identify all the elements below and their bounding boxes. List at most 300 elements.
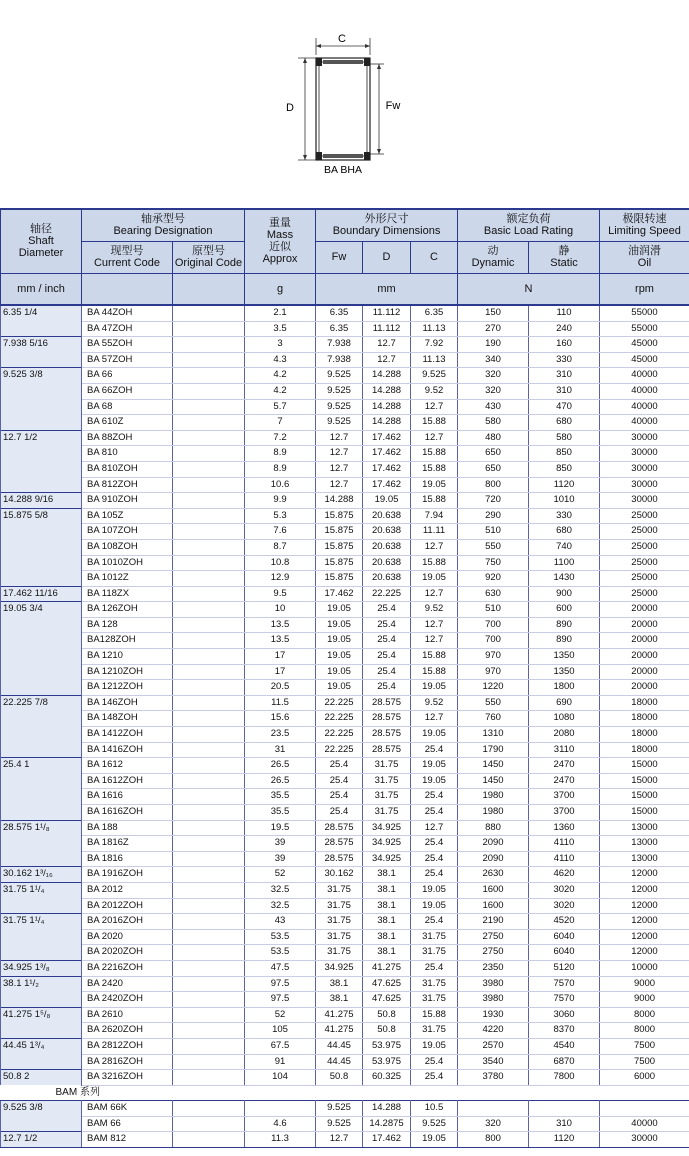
table-row	[1, 742, 689, 758]
c-cell: 15.88	[411, 649, 458, 665]
fw-cell: 31.75	[316, 945, 363, 961]
d-cell: 14.2875	[363, 1116, 411, 1132]
table-row	[1, 1132, 689, 1148]
static-cell: 850	[529, 461, 600, 477]
oil-speed-cell: 7500	[600, 1038, 689, 1054]
shaft-diameter-cell: 34.925 1³/₈	[1, 960, 82, 976]
current-code-cell: BA 128	[82, 617, 173, 633]
fw-cell: 38.1	[316, 992, 363, 1008]
current-code-cell: BA 810ZOH	[82, 461, 173, 477]
d-cell: 20.638	[363, 508, 411, 524]
original-code-cell	[173, 976, 245, 992]
dynamic-cell: 320	[458, 1116, 529, 1132]
c-cell: 19.05	[411, 773, 458, 789]
static-cell: 4540	[529, 1038, 600, 1054]
dynamic-cell: 970	[458, 664, 529, 680]
oil-speed-cell: 12000	[600, 898, 689, 914]
d-cell: 41.275	[363, 960, 411, 976]
mass-cell: 11.5	[245, 695, 316, 711]
table-row	[1, 758, 689, 774]
static-cell: 2470	[529, 773, 600, 789]
dynamic-cell: 1220	[458, 680, 529, 696]
c-cell: 31.75	[411, 1023, 458, 1039]
mass-cell: 31	[245, 742, 316, 758]
current-code-cell: BA 910ZOH	[82, 493, 173, 509]
dynamic-cell: 2350	[458, 960, 529, 976]
c-cell: 11.13	[411, 352, 458, 368]
shaft-cn: 轴径	[30, 223, 52, 236]
static-cell: 740	[529, 539, 600, 555]
current-code-cell: BA 2812ZOH	[82, 1038, 173, 1054]
mass-cell: 13.5	[245, 617, 316, 633]
header-d: D	[363, 241, 411, 273]
oil-speed-cell: 15000	[600, 805, 689, 821]
mass-cell: 5.7	[245, 399, 316, 415]
static-cell: 3700	[529, 805, 600, 821]
current-en: Current Code	[93, 257, 161, 269]
oil-speed-cell: 30000	[600, 493, 689, 509]
mass-cell: 91	[245, 1054, 316, 1070]
fw-cell: 7.938	[316, 337, 363, 353]
static-cell: 7570	[529, 992, 600, 1008]
fw-cell: 44.45	[316, 1038, 363, 1054]
static-cell: 1430	[529, 571, 600, 587]
c-cell: 9.525	[411, 1116, 458, 1132]
table-row	[1, 1054, 689, 1070]
d-cell: 17.462	[363, 430, 411, 446]
d-cell: 14.288	[363, 399, 411, 415]
table-row	[1, 1023, 689, 1039]
fw-cell: 25.4	[316, 805, 363, 821]
static-cn: 静	[558, 245, 570, 257]
static-cell: 4110	[529, 851, 600, 867]
original-code-cell	[173, 571, 245, 587]
dynamic-cell: 270	[458, 321, 529, 337]
oil-speed-cell: 12000	[600, 882, 689, 898]
table-row	[1, 539, 689, 555]
fw-cell: 22.225	[316, 711, 363, 727]
dynamic-cell: 1790	[458, 742, 529, 758]
c-cell: 31.75	[411, 945, 458, 961]
c-cell: 15.88	[411, 664, 458, 680]
d-cell: 28.575	[363, 742, 411, 758]
dynamic-cell: 190	[458, 337, 529, 353]
d-cell: 28.575	[363, 727, 411, 743]
original-code-cell	[173, 1038, 245, 1054]
original-code-cell	[173, 867, 245, 883]
d-cell: 34.925	[363, 836, 411, 852]
oil-speed-cell: 45000	[600, 352, 689, 368]
oil-speed-cell: 40000	[600, 415, 689, 431]
label-d: D	[286, 102, 294, 114]
original-code-cell	[173, 352, 245, 368]
static-cell: 310	[529, 368, 600, 384]
original-code-cell	[173, 1101, 245, 1117]
dynamic-cell: 880	[458, 820, 529, 836]
fw-cell: 22.225	[316, 742, 363, 758]
label-c: C	[338, 33, 346, 45]
fw-cell: 41.275	[316, 1007, 363, 1023]
oil-speed-cell: 13000	[600, 851, 689, 867]
d-cell: 20.638	[363, 571, 411, 587]
table-row	[1, 867, 689, 883]
c-cell: 19.05	[411, 1132, 458, 1148]
approx-cn: 近似	[269, 241, 292, 254]
c-cell: 10.5	[411, 1101, 458, 1117]
original-code-cell	[173, 914, 245, 930]
unit-speed: rpm	[600, 273, 689, 305]
dynamic-cell: 510	[458, 524, 529, 540]
static-cell: 1350	[529, 649, 600, 665]
dynamic-cell: 2090	[458, 851, 529, 867]
c-cell: 15.88	[411, 461, 458, 477]
original-code-cell	[173, 1023, 245, 1039]
current-code-cell: BA 146ZOH	[82, 695, 173, 711]
table-row	[1, 1101, 689, 1117]
label-fw: Fw	[385, 100, 401, 112]
d-cell: 19.05	[363, 493, 411, 509]
original-code-cell	[173, 664, 245, 680]
header-oil	[600, 241, 689, 273]
d-cell: 34.925	[363, 820, 411, 836]
current-code-cell: BA 2020ZOH	[82, 945, 173, 961]
d-cell: 12.7	[363, 337, 411, 353]
d-cell: 12.7	[363, 352, 411, 368]
dynamic-cell: 700	[458, 633, 529, 649]
dynamic-cell: 2750	[458, 929, 529, 945]
c-cell: 6.35	[411, 305, 458, 321]
table-row	[1, 773, 689, 789]
dynamic-cell: 1450	[458, 758, 529, 774]
c-cell: 15.88	[411, 555, 458, 571]
c-cell: 25.4	[411, 960, 458, 976]
mass-cell: 32.5	[245, 898, 316, 914]
dynamic-cell: 320	[458, 383, 529, 399]
dynamic-cell: 430	[458, 399, 529, 415]
table-row	[1, 727, 689, 743]
c-cell: 19.05	[411, 680, 458, 696]
header-current-code	[82, 241, 173, 273]
mass-cell: 12.9	[245, 571, 316, 587]
oil-en: Oil	[637, 257, 652, 269]
oil-speed-cell: 20000	[600, 680, 689, 696]
current-code-cell: BA 66ZOH	[82, 383, 173, 399]
mass-cell: 43	[245, 914, 316, 930]
dynamic-cell: 2630	[458, 867, 529, 883]
original-code-cell	[173, 415, 245, 431]
oil-speed-cell: 8000	[600, 1023, 689, 1039]
current-code-cell: BA 1612ZOH	[82, 773, 173, 789]
fw-cell: 15.875	[316, 555, 363, 571]
dynamic-cell: 700	[458, 617, 529, 633]
static-cell: 470	[529, 399, 600, 415]
current-code-cell: BA 44ZOH	[82, 305, 173, 321]
d-cell: 25.4	[363, 664, 411, 680]
static-cell: 890	[529, 633, 600, 649]
current-code-cell: BA 1212ZOH	[82, 680, 173, 696]
fw-cell: 15.875	[316, 571, 363, 587]
table-row	[1, 914, 689, 930]
mass-cell: 23.5	[245, 727, 316, 743]
static-cell: 580	[529, 430, 600, 446]
table-row	[1, 882, 689, 898]
c-cell: 25.4	[411, 914, 458, 930]
series-row	[1, 1085, 689, 1101]
oil-speed-cell: 20000	[600, 633, 689, 649]
table-row	[1, 1007, 689, 1023]
d-cell: 38.1	[363, 929, 411, 945]
static-cell: 330	[529, 508, 600, 524]
current-code-cell: BA 118ZX	[82, 586, 173, 602]
dynamic-cell: 720	[458, 493, 529, 509]
d-cell: 47.625	[363, 992, 411, 1008]
dynamic-cell: 920	[458, 571, 529, 587]
mass-cell: 10.8	[245, 555, 316, 571]
dynamic-cell: 3780	[458, 1070, 529, 1086]
shaft-diameter-cell: 6.35 1/4	[1, 305, 82, 337]
c-cell: 25.4	[411, 1070, 458, 1086]
original-code-cell	[173, 898, 245, 914]
table-row	[1, 992, 689, 1008]
fw-cell: 9.525	[316, 399, 363, 415]
original-code-cell	[173, 602, 245, 618]
static-cell: 4620	[529, 867, 600, 883]
oil-speed-cell: 8000	[600, 1007, 689, 1023]
dynamic-cell: 580	[458, 415, 529, 431]
original-code-cell	[173, 399, 245, 415]
shaft-diameter-cell: 28.575 1¹/₈	[1, 820, 82, 867]
dynamic-cell: 550	[458, 695, 529, 711]
static-cell: 3700	[529, 789, 600, 805]
dims-cn: 外形尺寸	[364, 213, 409, 226]
table-row	[1, 321, 689, 337]
oil-speed-cell: 25000	[600, 508, 689, 524]
header-limiting-speed	[600, 209, 689, 241]
current-code-cell: BA 2216ZOH	[82, 960, 173, 976]
original-code-cell	[173, 508, 245, 524]
dynamic-cell: 320	[458, 368, 529, 384]
table-row	[1, 633, 689, 649]
static-cell: 900	[529, 586, 600, 602]
static-cell: 3020	[529, 882, 600, 898]
c-arrow-right	[365, 44, 370, 48]
d-cell: 20.638	[363, 539, 411, 555]
static-cell: 690	[529, 695, 600, 711]
fw-cell: 25.4	[316, 773, 363, 789]
current-code-cell: BA 88ZOH	[82, 430, 173, 446]
d-cell: 38.1	[363, 898, 411, 914]
header-shaft-diameter	[1, 209, 82, 273]
table-row	[1, 680, 689, 696]
d-cell: 25.4	[363, 633, 411, 649]
current-code-cell: BA 1010ZOH	[82, 555, 173, 571]
c-cell: 9.52	[411, 383, 458, 399]
mass-cell	[245, 1101, 316, 1117]
current-code-cell: BA128ZOH	[82, 633, 173, 649]
bearing-specification-table	[0, 208, 689, 1148]
current-code-cell: BA 2012ZOH	[82, 898, 173, 914]
speed-cn: 极限转速	[622, 213, 667, 226]
mass-cell: 4.2	[245, 383, 316, 399]
header-dynamic	[458, 241, 529, 273]
oil-speed-cell: 40000	[600, 368, 689, 384]
d-cell: 14.288	[363, 415, 411, 431]
original-code-cell	[173, 1132, 245, 1148]
oil-speed-cell: 30000	[600, 477, 689, 493]
table-row	[1, 805, 689, 821]
c-cell: 12.7	[411, 633, 458, 649]
fw-cell: 15.875	[316, 508, 363, 524]
table-row	[1, 664, 689, 680]
mass-cell: 52	[245, 1007, 316, 1023]
original-code-cell	[173, 1070, 245, 1086]
flange-bottom-right	[364, 152, 370, 160]
c-arrow-left	[316, 44, 321, 48]
static-cell: 5120	[529, 960, 600, 976]
d-arrow-bottom	[303, 155, 307, 160]
dynamic-cell: 650	[458, 446, 529, 462]
oil-speed-cell: 12000	[600, 867, 689, 883]
static-cell: 1100	[529, 555, 600, 571]
original-code-cell	[173, 524, 245, 540]
c-cell: 19.05	[411, 758, 458, 774]
table-row	[1, 571, 689, 587]
mass-cell: 9.9	[245, 493, 316, 509]
dynamic-cell: 800	[458, 477, 529, 493]
oil-speed-cell: 12000	[600, 945, 689, 961]
current-code-cell: BA 2016ZOH	[82, 914, 173, 930]
diagram-caption: BA BHA	[324, 164, 362, 176]
d-cell: 53.975	[363, 1038, 411, 1054]
static-cell: 850	[529, 446, 600, 462]
fw-cell: 9.525	[316, 1116, 363, 1132]
table-row	[1, 820, 689, 836]
table-row	[1, 337, 689, 353]
mass-cell: 15.6	[245, 711, 316, 727]
shaft-diameter-cell: 25.4 1	[1, 758, 82, 820]
original-code-cell	[173, 929, 245, 945]
mass-cell: 35.5	[245, 805, 316, 821]
c-cell: 15.88	[411, 446, 458, 462]
mass-cell: 7.2	[245, 430, 316, 446]
flange-bottom-left	[316, 152, 322, 160]
oil-cn: 油润滑	[628, 245, 662, 257]
c-cell: 12.7	[411, 430, 458, 446]
dynamic-cell: 1600	[458, 898, 529, 914]
shaft-diameter-cell: 14.288 9/16	[1, 493, 82, 509]
static-cell: 3060	[529, 1007, 600, 1023]
shaft-diameter-cell: 30.162 1³/₁₆	[1, 867, 82, 883]
mass-cell: 10	[245, 602, 316, 618]
original-code-cell	[173, 758, 245, 774]
original-code-cell	[173, 992, 245, 1008]
original-code-cell	[173, 383, 245, 399]
roller-bottom	[323, 154, 363, 158]
current-code-cell: BA 2020	[82, 929, 173, 945]
table-row	[1, 1070, 689, 1086]
current-code-cell: BAM 66	[82, 1116, 173, 1132]
fw-cell: 12.7	[316, 1132, 363, 1148]
static-cell: 1080	[529, 711, 600, 727]
oil-speed-cell: 12000	[600, 914, 689, 930]
current-code-cell: BAM 812	[82, 1132, 173, 1148]
mass-cell: 39	[245, 851, 316, 867]
c-cell: 25.4	[411, 867, 458, 883]
static-cell: 1360	[529, 820, 600, 836]
static-cell: 8370	[529, 1023, 600, 1039]
load-cn: 额定负荷	[506, 213, 551, 226]
mass-cell: 13.5	[245, 633, 316, 649]
oil-speed-cell: 30000	[600, 430, 689, 446]
oil-speed-cell: 7500	[600, 1054, 689, 1070]
dynamic-cell: 3980	[458, 992, 529, 1008]
mass-cell: 20.5	[245, 680, 316, 696]
original-code-cell	[173, 539, 245, 555]
c-cell: 9.52	[411, 695, 458, 711]
current-code-cell: BA 1210ZOH	[82, 664, 173, 680]
mass-cell: 11.3	[245, 1132, 316, 1148]
c-cell: 31.75	[411, 929, 458, 945]
current-code-cell: BA 1412ZOH	[82, 727, 173, 743]
d-cell: 28.575	[363, 711, 411, 727]
shaft-diameter-cell: 19.05 3/4	[1, 602, 82, 696]
c-cell: 19.05	[411, 727, 458, 743]
table-row	[1, 976, 689, 992]
dynamic-cell: 550	[458, 539, 529, 555]
mass-cell: 2.1	[245, 305, 316, 321]
flange-top-right	[364, 58, 370, 66]
d-cell: 38.1	[363, 914, 411, 930]
shaft-diameter-cell: 7.938 5/16	[1, 337, 82, 368]
mass-cell: 10.6	[245, 477, 316, 493]
dynamic-cell: 650	[458, 461, 529, 477]
fw-cell: 34.925	[316, 960, 363, 976]
oil-speed-cell: 20000	[600, 649, 689, 665]
current-cn: 现型号	[110, 245, 144, 257]
current-code-cell: BA 810	[82, 446, 173, 462]
current-code-cell: BA 107ZOH	[82, 524, 173, 540]
static-cell: 6040	[529, 945, 600, 961]
fw-cell: 19.05	[316, 649, 363, 665]
dynamic-cell: 340	[458, 352, 529, 368]
static-cell: 1120	[529, 477, 600, 493]
unit-original-code	[173, 273, 245, 305]
series-label: BAM 系列	[1, 1085, 689, 1101]
dynamic-cell: 150	[458, 305, 529, 321]
d-cell: 50.8	[363, 1007, 411, 1023]
c-cell: 11.13	[411, 321, 458, 337]
d-cell: 38.1	[363, 945, 411, 961]
original-code-cell	[173, 1116, 245, 1132]
oil-speed-cell: 25000	[600, 524, 689, 540]
c-cell: 15.88	[411, 493, 458, 509]
current-code-cell: BA 105Z	[82, 508, 173, 524]
c-cell: 19.05	[411, 477, 458, 493]
table-row	[1, 555, 689, 571]
mass-cell: 3.5	[245, 321, 316, 337]
c-cell: 7.92	[411, 337, 458, 353]
fw-cell: 28.575	[316, 820, 363, 836]
mass-cell: 53.5	[245, 945, 316, 961]
shaft-diameter-cell: 9.525 3/8	[1, 368, 82, 430]
d-cell: 28.575	[363, 695, 411, 711]
dynamic-cell: 510	[458, 602, 529, 618]
static-cell: 7570	[529, 976, 600, 992]
current-code-cell: BA 3216ZOH	[82, 1070, 173, 1086]
current-code-cell: BA 1210	[82, 649, 173, 665]
mass-cell: 53.5	[245, 929, 316, 945]
fw-cell: 12.7	[316, 430, 363, 446]
